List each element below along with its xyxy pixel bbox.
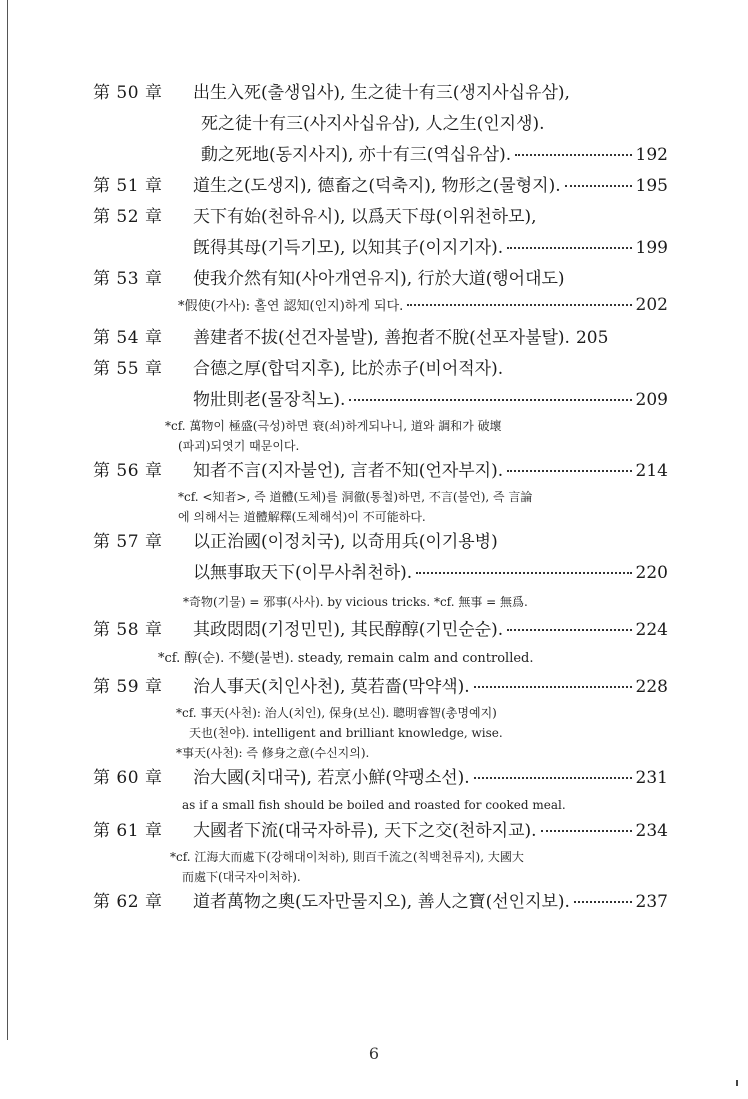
note-line: 에 의해서는 道體解釋(도체해석)이 不可能하다. (178, 510, 426, 524)
entry-title: 合德之厚(합덕지후), 比於赤子(비어적자). (193, 359, 504, 379)
entry-title: 治大國(치대국), 若烹小鮮(약팽소선). (193, 768, 470, 788)
toc-entry-ch53[interactable] (0, 264, 748, 323)
entry-title: 知者不言(지자불언), 言者不知(언자부지). (193, 461, 504, 481)
page-number: 192 (635, 145, 668, 165)
chapter-label: 第 62 章 (93, 892, 163, 912)
note-line: *cf. 江海大而處下(강해대이처하), 則百千流之(칙백천류지), 大國大 (170, 850, 524, 864)
entry-note: *假使(가사): 홀연 認知(인지)하게 되다. (178, 299, 404, 314)
entry-title-cont: 旣得其母(기득기모), 以知其子(이지기자). (193, 238, 504, 258)
toc-entry-ch52[interactable] (0, 202, 748, 264)
dot-leader (515, 153, 631, 156)
note-line: (파괴)되엿기 때문이다. (178, 439, 300, 453)
entry-note (0, 589, 748, 615)
page-number: 231 (635, 768, 668, 788)
entry-title: 天下有始(천하유시), 以爲天下母(이위천하모), (193, 207, 537, 227)
note-line: *cf. <知者>, 즉 道體(도체)를 洞徹(통철)하면, 不言(불언), 즉 言論 (178, 490, 533, 504)
toc-entry-ch54[interactable] (0, 323, 748, 354)
entry-title: 道生之(도생지), 德畜之(덕축지), 物形之(물형지). (193, 176, 561, 196)
entry-title: 使我介然有知(사아개연유지), 行於大道(행어대도) (193, 269, 565, 289)
chapter-label: 第 56 章 (93, 461, 163, 481)
toc-entry-ch50[interactable] (0, 78, 748, 171)
chapter-label: 第 57 章 (93, 532, 163, 552)
entry-title-cont: 物壯則老(물장칙노). (193, 390, 346, 410)
dot-leader (474, 685, 632, 688)
entry-note (0, 487, 748, 527)
page-number: 234 (635, 821, 668, 841)
chapter-label: 第 55 章 (93, 359, 163, 379)
entry-title-cont: 以無事取天下(이무사취천하). (193, 563, 413, 583)
entry-title: 治人事天(치인사천), 莫若嗇(막약색). (193, 677, 470, 697)
page-number: 205 (575, 328, 609, 348)
page-number: 209 (635, 390, 668, 410)
page-number: 220 (635, 563, 668, 583)
dot-leader (349, 398, 631, 401)
dot-leader (507, 469, 631, 472)
note-line: 天也(천야). intelligent and brilliant knowledge, wise. (189, 726, 503, 740)
toc-entry-ch51[interactable] (0, 171, 748, 202)
dot-leader (407, 303, 631, 306)
entry-note (0, 847, 748, 887)
toc-entry-ch58[interactable] (0, 615, 748, 672)
chapter-label: 第 60 章 (93, 768, 163, 788)
entry-title: 道者萬物之奧(도자만물지오), 善人之寶(선인지보). (193, 892, 570, 912)
entry-title: 以正治國(이정치국), 以奇用兵(이기용병) (193, 532, 498, 552)
entry-title-cont: 動之死地(동지사지), 亦十有三(역십유삼). (201, 145, 512, 165)
toc-entry-ch56[interactable] (0, 456, 748, 527)
chapter-label: 第 61 章 (93, 821, 163, 841)
chapter-label: 第 50 章 (93, 83, 163, 103)
dot-leader (507, 246, 631, 249)
note-line: *cf. 萬物이 極盛(극성)하면 衰(쇠)하게되나니, 道와 調和가 破壞 (165, 419, 502, 433)
entry-note (0, 646, 748, 672)
chapter-label: 第 59 章 (93, 677, 163, 697)
toc-entry-ch61[interactable] (0, 816, 748, 887)
chapter-label: 第 58 章 (93, 620, 163, 640)
note-line: *cf. 醇(순). 不變(불변). steady, remain calm and controlled. (158, 651, 534, 666)
page-number: 199 (635, 238, 668, 258)
dot-leader (565, 184, 632, 187)
toc-entry-ch55[interactable] (0, 354, 748, 456)
entry-note (0, 416, 748, 456)
chapter-label: 第 53 章 (93, 269, 163, 289)
dot-leader (416, 571, 631, 574)
dot-leader (474, 776, 632, 779)
toc-entry-ch62[interactable] (0, 887, 748, 918)
toc-entry-ch59[interactable] (0, 672, 748, 763)
chapter-label: 第 51 章 (93, 176, 163, 196)
page-number: 202 (635, 295, 668, 315)
entry-note (0, 703, 748, 763)
entry-title-cont: 死之徒十有三(사지사십유삼), 人之生(인지생). (201, 114, 545, 134)
dot-leader (574, 900, 632, 903)
dot-leader (507, 628, 631, 631)
note-line: *cf. 事天(사천): 治人(치인), 保身(보신). 聰明睿智(총명예지) (176, 706, 497, 720)
entry-title: 大國者下流(대국자하류), 天下之交(천하지교). (193, 821, 537, 841)
note-line: *事天(사천): 즉 修身之意(수신지의). (176, 746, 370, 760)
page-number: 195 (635, 176, 668, 196)
note-line: *奇物(기물) = 邪事(사사). by vicious tricks. *cf. 無事 = 無爲. (183, 595, 528, 609)
entry-note (0, 794, 748, 816)
chapter-label: 第 52 章 (93, 207, 163, 227)
table-of-contents (0, 78, 748, 918)
page-number: 228 (635, 677, 668, 697)
page-number: 224 (635, 620, 668, 640)
page-footer-number: 6 (368, 1044, 380, 1063)
note-line: as if a small fish should be boiled and roasted for cooked meal. (182, 798, 566, 812)
page-number: 214 (635, 461, 668, 481)
toc-entry-ch60[interactable] (0, 763, 748, 816)
note-line: 而處下(대국자이처하). (182, 870, 301, 884)
scan-mark (736, 1080, 738, 1086)
chapter-label: 第 54 章 (93, 328, 163, 348)
dot-leader (541, 829, 632, 832)
toc-entry-ch57[interactable] (0, 527, 748, 615)
entry-title: 其政悶悶(기정민민), 其民醇醇(기민순순). (193, 620, 504, 640)
entry-title: 善建者不拔(선건자불발), 善抱者不脫(선포자불탈). (193, 328, 570, 348)
entry-title: 出生入死(출생입사), 生之徒十有三(생지사십유삼), (193, 83, 570, 103)
page-number: 237 (635, 892, 668, 912)
